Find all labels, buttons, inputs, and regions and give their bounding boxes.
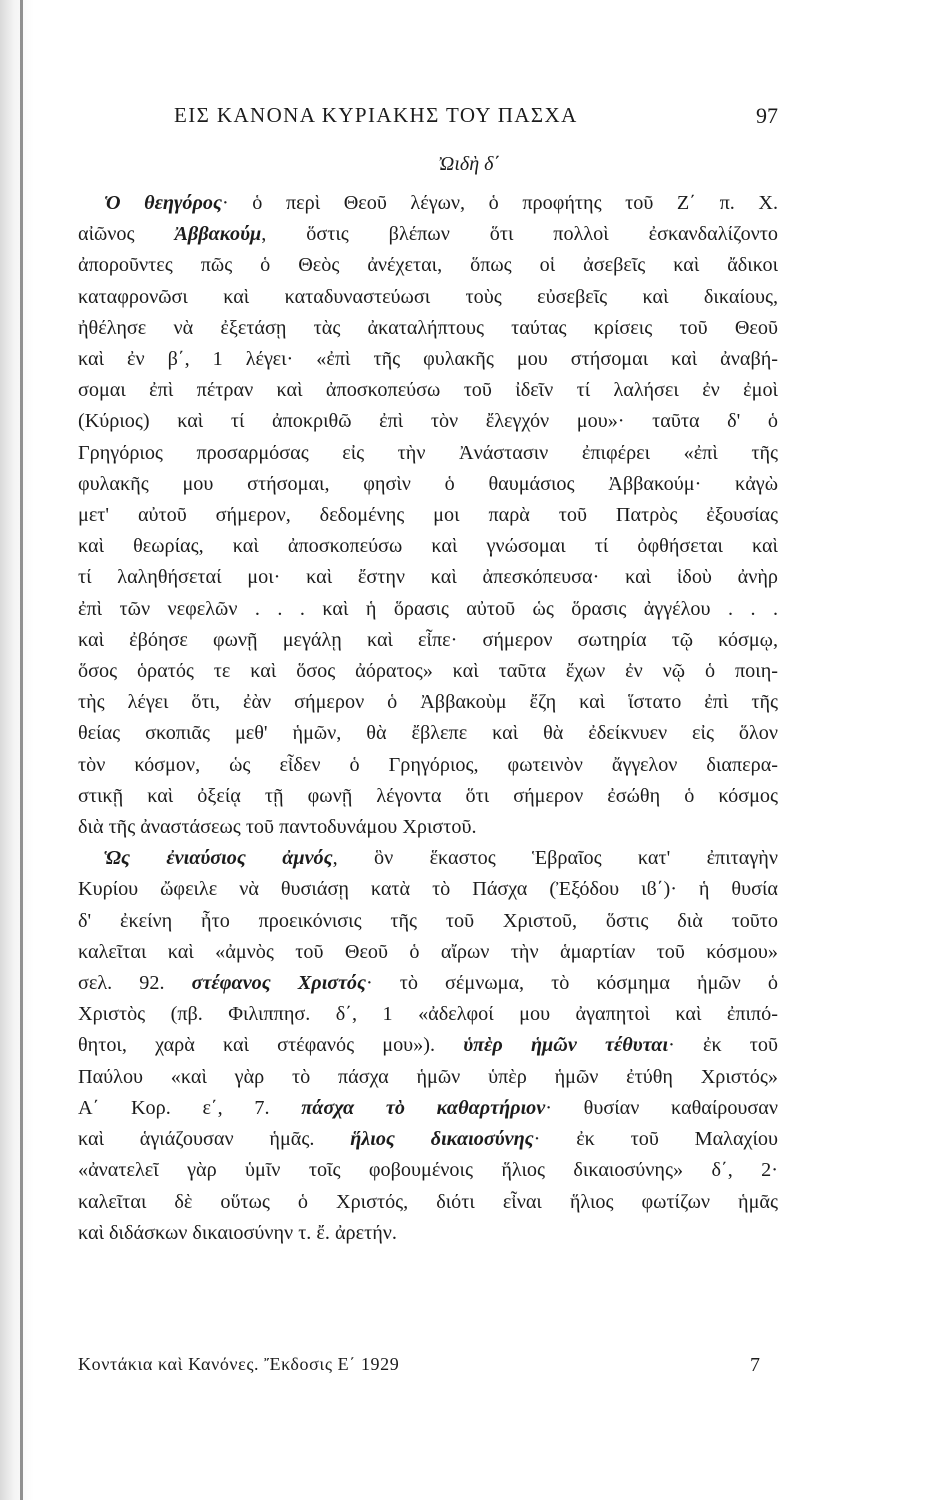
text-line — [78, 1124, 778, 1155]
text-line: καταφρονῶσι καὶ καταδυναστεύωσι τοὺς εὐσεβεῖς καὶ δικαίους, — [78, 285, 778, 308]
text-line — [78, 843, 778, 874]
text-line: ἀποροῦντες πῶς ὁ Θεὸς ἀνέχεται, ὅπως οἱ ἀσεβεῖς καὶ ἄδικοι — [78, 254, 778, 277]
page-number: 97 — [756, 103, 778, 128]
text-line: στικῇ καὶ ὀξείᾳ τῇ φωνῇ λέγοντα ὅτι σήμερον ἐσώθη ὁ κόσμος — [78, 784, 778, 807]
signature-number: 7 — [750, 1354, 760, 1376]
text-line: τὸν κόσμον, ὡς εἶδεν ὁ Γρηγόριος, φωτεινὸν ἄγγελον διαπερα- — [78, 753, 778, 776]
text-line: ἐπὶ τῶν νεφελῶν . . . καὶ ἡ ὅρασις αὐτοῦ ὡς ὅρασις ἀγγέλου . . . — [78, 597, 778, 620]
text-line: θείας σκοπιᾶς μεθ' ἡμῶν, θὰ ἔβλεπε καὶ θὰ ἐδείκνυεν εἰς ὅλον — [78, 722, 778, 745]
text-line — [78, 219, 778, 250]
text-span: , ὅστις βλέπων ὅτι πολλοὶ ἐσκανδαλίζοντο — [261, 223, 778, 246]
text-span: · τὸ σέμνωμα, τὸ κόσμημα ἡμῶν ὁ — [365, 972, 778, 995]
footer-signature — [78, 1354, 768, 1382]
text-line: καὶ θεωρίας, καὶ ἀποσκοπεύσω καὶ γνώσομαι τί ὀφθήσεται καὶ — [78, 535, 778, 558]
text-line — [78, 968, 778, 999]
running-header — [168, 103, 778, 133]
bold-term: ὑπὲρ ἡμῶν τέθυται — [463, 1034, 669, 1057]
bold-term: Ὁ θεηγόρος — [104, 192, 222, 214]
text-line: Παύλου «καὶ γὰρ τὸ πάσχα ἡμῶν ὑπὲρ ἡμῶν ἐτύθη Χριστός» — [78, 1065, 778, 1088]
text-line: δ' ἐκείνη ἦτο προεικόνισις τῆς τοῦ Χριστοῦ, ὅστις διὰ τοῦτο — [78, 909, 778, 932]
footer-book-title: Κοντάκια καὶ Κανόνες. Ἔκδοσις Ε΄ 1929 — [78, 1354, 400, 1374]
text-line: (Κύριος) καὶ τί ἀποκριθῶ ἐπὶ τὸν ἔλεγχόν μου»· ταῦτα δ' ὁ — [78, 410, 778, 433]
text-line: καὶ ἐβόησε φωνῇ μεγάλῃ καὶ εἶπε· σήμερον σωτηρία τῷ κόσμῳ, — [78, 628, 778, 651]
text-line: ἠθέλησε νὰ ἐξετάσῃ τὰς ἀκαταλήπτους ταύτας κρίσεις τοῦ Θεοῦ — [78, 316, 778, 339]
text-line: Χριστὸς (πβ. Φιλιππησ. δ΄, 1 «ἀδελφοί μου ἀγαπητοὶ καὶ ἐπιπό- — [78, 1003, 778, 1026]
text-span: · ὁ περὶ Θεοῦ λέγων, ὁ προφήτης τοῦ Ζ΄ π. Χ. — [221, 192, 779, 214]
text-line: διὰ τῆς ἀναστάσεως τοῦ παντοδυνάμου Χριστοῦ. — [78, 816, 477, 839]
text-span: · θυσίαν καθαίρουσαν — [545, 1096, 779, 1119]
bold-term: Ἀββακούμ — [174, 223, 262, 246]
text-line — [78, 188, 778, 219]
binding-shadow — [20, 0, 23, 1500]
text-line: τὴς λέγει ὅτι, ἐὰν σήμερον ὁ Ἀββακοὺμ ἔζη καὶ ἵστατο ἐπὶ τῆς — [78, 691, 778, 714]
bold-term: στέφανος Χριστός — [191, 972, 366, 995]
text-line: Κυρίου ὤφειλε νὰ θυσιάσῃ κατὰ τὸ Πάσχα (Ἐξόδου ιϐ΄)· ἡ θυσία — [78, 878, 778, 901]
text-span: θητοι, χαρὰ καὶ στέφανός μου»). — [78, 1034, 464, 1057]
text-span: καὶ ἁγιάζουσαν ἡμᾶς. — [78, 1128, 351, 1151]
text-span: , ὃν ἕκαστος Ἑβραῖος κατ' ἐπιταγὴν — [332, 847, 778, 870]
text-line: μετ' αὐτοῦ σήμερον, δεδομένης μοι παρὰ τοῦ Πατρὸς ἐξουσίας — [78, 504, 778, 527]
text-line — [78, 1030, 778, 1061]
bold-term: πάσχα τὸ καθαρτήριον — [301, 1096, 546, 1119]
text-span: Α΄ Κορ. ε΄, 7. — [78, 1096, 302, 1119]
ode-title: Ὠιδὴ δ΄ — [437, 153, 501, 175]
text-span: · ἐκ τοῦ Μαλαχίου — [533, 1128, 779, 1151]
text-line: Γρηγόριος προσαρμόσας εἰς τὴν Ἀνάστασιν ἐπιφέρει «ἐπὶ τῆς — [78, 441, 778, 464]
text-line: τί λαληθήσεταί μοι· καὶ ἔστην καὶ ἀπεσκόπευσα· καὶ ἰδοὺ ἀνὴρ — [78, 566, 778, 589]
header-title: ΕΙΣ ΚΑΝΟΝΑ ΚΥΡΙΑΚΗΣ ΤΟΥ ΠΑΣΧΑ — [174, 103, 578, 127]
bold-term: ἥλιος δικαιοσύνης — [350, 1128, 534, 1151]
text-line: καλεῖται καὶ «ἀμνὸς τοῦ Θεοῦ ὁ αἴρων τὴν ἁμαρτίαν τοῦ κόσμου» — [78, 940, 778, 963]
bold-term: Ὡς ἐνιαύσιος ἀμνός — [104, 847, 333, 870]
text-line: καὶ διδάσκων δικαιοσύνην τ. ἔ. ἀρετήν. — [78, 1221, 397, 1244]
text-line: καὶ ἐν β΄, 1 λέγει· «ἐπὶ τῆς φυλακῆς μου στήσομαι καὶ ἀναβή- — [78, 348, 778, 371]
text-line: καλεῖται δὲ οὕτως ὁ Χριστός, διότι εἶναι ἥλιος φωτίζων ἡμᾶς — [78, 1190, 778, 1213]
text-span: · ἐκ τοῦ — [668, 1034, 778, 1057]
text-line: φυλακῆς μου στήσομαι, φησὶν ὁ θαυμάσιος Ἀββακούμ· κἀγὼ — [78, 472, 778, 495]
commentary-text — [78, 188, 778, 1249]
text-line: «ἀνατελεῖ γὰρ ὑμῖν τοῖς φοβουμένοις ἥλιος δικαιοσύνης» δ΄, 2· — [78, 1159, 778, 1182]
text-span: σελ. 92. — [78, 972, 192, 995]
text-span: αἰῶνος — [78, 223, 175, 246]
text-line: ὅσος ὁρατός τε καὶ ὅσος ἀόρατος» καὶ ταῦτα ἔχων ἐν νῷ ὁ ποιη- — [78, 660, 778, 683]
text-line — [78, 1093, 778, 1124]
text-line: σομαι ἐπὶ πέτραν καὶ ἀποσκοπεύσω τοῦ ἰδεῖν τί λαλήσει ἐν ἐμοὶ — [78, 379, 778, 402]
